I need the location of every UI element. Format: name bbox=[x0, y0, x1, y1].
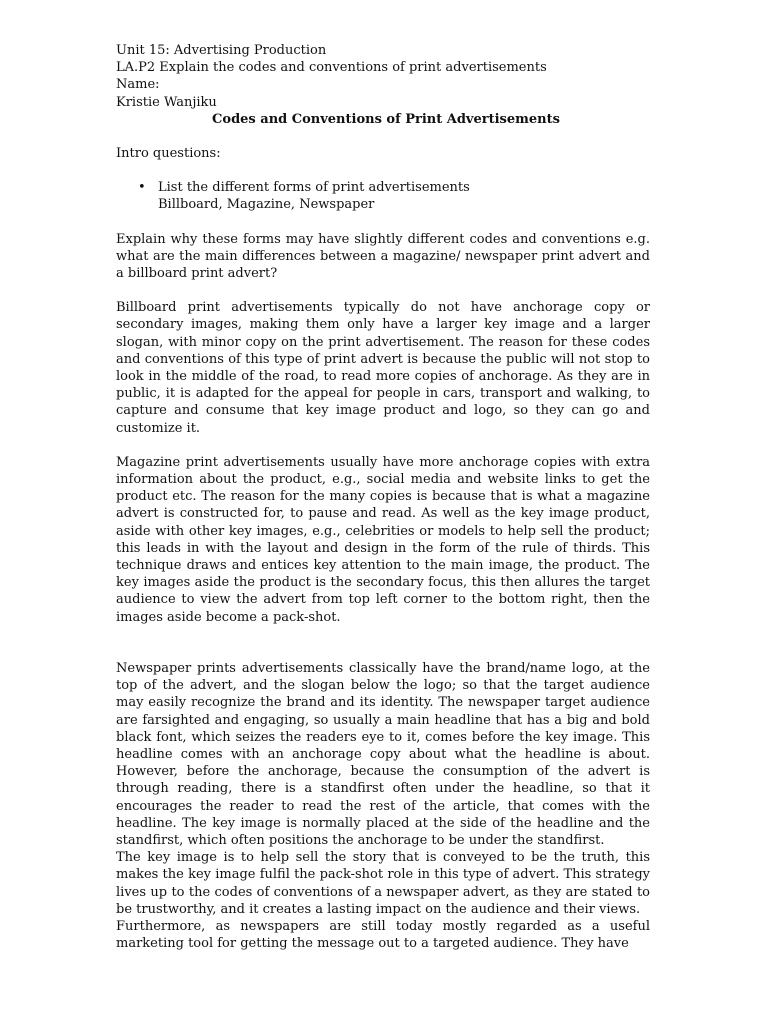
magazine-paragraph: Magazine print advertisements usually have more anchorage copies with extra information about the product, e.g., social media and website links to get the product etc. The reason for the many copies is because that is what a magazine advert is constructed for, to pause and read. As well as the key image product, aside with other key images, e.g., celebrities or models to help sell the product; this leads in with the layout and design in the form of the rule of thirds. This technique draws and entices key attention to the main image, the product. The key images aside the product is the secondary focus, this then allures the target audience to view the advert from top left corner to the bottom right, then the images aside become a pack-shot. bbox=[116, 454, 650, 625]
task-line: LA.P2 Explain the codes and conventions of print advertisements bbox=[116, 60, 547, 76]
spacer bbox=[116, 626, 650, 643]
newspaper-paragraph: Newspaper prints advertisements classically have the brand/name logo, at the top of the advert, and the slogan below the logo; so that the target audience may easily recognize the brand and its identity. The newspaper target audience are farsighted and engaging, so usually a main headline that has a big and bold black font, which seizes the readers eye to it, comes before the key image. This headline comes with an anchorage copy about what the headline is about. However, before the anchorage, because the consumption of the advert is through reading, there is a standfirst often under the headline, so that it encourages the reader to read the rest of the article, that comes with the headline. The key image is normally placed at the side of the headline and the standfirst, which often positions the anchorage to be under the standfirst. bbox=[116, 660, 650, 848]
spacer bbox=[116, 643, 650, 660]
question-paragraph: Explain why these forms may have slightly different codes and conventions e.g. what are the main differences between a magazine/ newspaper print advert and a billboard print advert? bbox=[116, 231, 650, 282]
bullet-answer: Billboard, Magazine, Newspaper bbox=[158, 197, 375, 213]
name-label: Name: bbox=[116, 77, 160, 93]
spacer bbox=[116, 214, 650, 231]
intro-heading: Intro questions: bbox=[116, 146, 221, 162]
document-title: Codes and Conventions of Print Advertisements bbox=[212, 111, 560, 127]
bullet-icon: • bbox=[138, 180, 146, 196]
spacer bbox=[116, 128, 650, 145]
billboard-paragraph: Billboard print advertisements typically do not have anchorage copy or secondary images, making them only have a larger key image and a larger slogan, with minor copy on the print advertisement. The reason for these codes and conventions of this type of print advert is because the public will not stop to look in the middle of the road, to read more copies of anchorage. As they are in public, it is adapted for the appeal for people in cars, transport and walking, to capture and consume that key image product and logo, so they can go and customize it. bbox=[116, 300, 650, 436]
unit-line: Unit 15: Advertising Production bbox=[116, 43, 327, 58]
spacer bbox=[116, 437, 650, 454]
bullet-question: List the different forms of print advertisements bbox=[158, 180, 470, 196]
intro-bullet-list bbox=[116, 179, 650, 196]
spacer bbox=[116, 162, 650, 179]
spacer bbox=[116, 282, 650, 299]
author-name: Kristie Wanjiku bbox=[116, 94, 217, 110]
list-item bbox=[116, 179, 650, 196]
key-image-paragraph: The key image is to help sell the story that is conveyed to be the truth, this makes the key image fulfil the pack-shot role in this type of advert. This strategy lives up to the codes of conventions of a newspaper advert, as they are stated to be trustworthy, and it creates a lasting impact on the audience and their views. bbox=[116, 850, 650, 917]
furthermore-paragraph: Furthermore, as newspapers are still today mostly regarded as a useful marketing tool for getting the message out to a targeted audience. They have bbox=[116, 918, 650, 952]
